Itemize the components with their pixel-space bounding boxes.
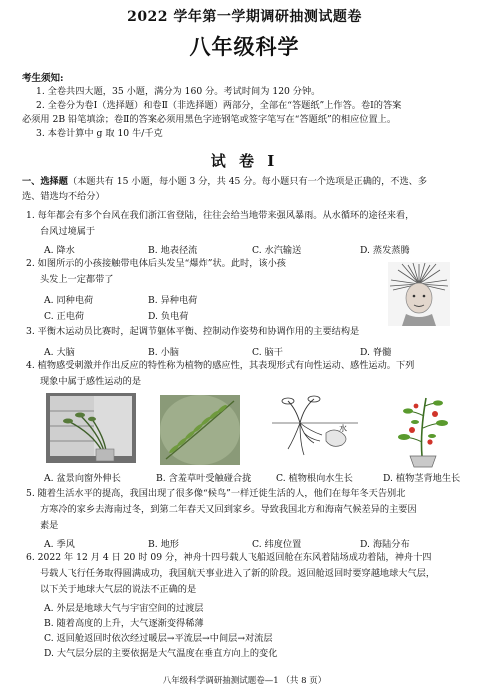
q6-stem: 6. 2022 年 12 月 4 日 20 时 09 分，神舟十四号载人飞船返回舱在东风着陆场成功着陆，神舟十四 — [26, 552, 432, 563]
q6-option-b: B. 随着高度的上升，大气逐渐变得稀薄 — [44, 618, 204, 629]
q6-option-d: D. 大气层分层的主要依据是大气温度在垂直方向上的变化 — [44, 648, 278, 659]
q5-option-c: C. 纬度位置 — [252, 539, 302, 550]
part1-heading-line2: 选、错选均不给分） — [22, 191, 105, 202]
q5-option-b: B. 地形 — [148, 539, 179, 550]
notice-item: 2. 全卷分为卷Ⅰ（选择题）和卷Ⅱ（非选择题）两部分，全部在“答题纸”上作答。卷Ⅰ的答案 — [36, 100, 402, 111]
exam-title: 2022 学年第一学期调研抽测试题卷 — [127, 9, 362, 25]
charged-hair-child-figure — [388, 262, 450, 326]
q6-stem-cont2: 以下关于地球大气层的说法不正确的是 — [40, 584, 197, 595]
q3-option-b: B. 小脑 — [148, 347, 179, 358]
q3-stem: 3. 平衡木运动员比赛时，起调节躯体平衡、控制动作姿势和协调作用的主要结构是 — [26, 326, 360, 337]
part1-heading-bold: 一、选择题 — [22, 176, 68, 187]
notice-item: 3. 本卷计算中 g 取 10 牛/千克 — [36, 128, 163, 139]
q1-stem: 1. 每年都会有多个台风在我们浙江省登陆，往往会给当地带来强风暴雨。从水循环的途径来看， — [26, 210, 415, 221]
q1-option-d: D. 蒸发蒸腾 — [360, 245, 410, 256]
q5-stem-cont2: 素是 — [40, 520, 59, 531]
q4-stem-cont: 现象中属于感性运动的是 — [40, 376, 142, 387]
part1-heading-rest: （本题共有 15 小题，每小题 3 分，共 45 分。每小题只有一个选项是正确的，不选、多 — [67, 176, 428, 187]
q6-option-a: A. 外层是地球大气与宇宙空间的过渡层 — [44, 603, 204, 614]
notice-heading: 考生须知: — [22, 73, 64, 84]
q5-option-d: D. 海陆分布 — [360, 539, 410, 550]
q5-stem-cont: 方寒冷的家乡去海南过冬，到第二年春天又回到家乡。导致我国北方和海南气候差异的主要因 — [40, 504, 417, 515]
q5-stem: 5. 随着生活水平的提高，我国出现了很多像“候鸟”一样迁徙生活的人，他们在每年冬天告别北 — [26, 488, 406, 499]
q1-stem-cont: 台风过境属于 — [40, 226, 96, 237]
q6-option-c: C. 返回舱返回时依次经过暖层→平流层→中间层→对流层 — [44, 633, 273, 644]
part1-heading — [22, 176, 427, 188]
q2-option-c: C. 正电荷 — [44, 311, 85, 322]
q4-option-d: D. 植物茎背地生长 — [383, 473, 461, 484]
q3-option-a: A. 大脑 — [44, 347, 75, 358]
q1-option-c: C. 水汽输送 — [252, 245, 302, 256]
q2-option-b: B. 异种电荷 — [148, 295, 198, 306]
notice-item: 必须用 2B 铅笔填涂；卷Ⅱ的答案必须用黑色字迹钢笔或签字笔写在“答题纸”的相应位置上。 — [22, 114, 397, 125]
q6-stem-cont: 号载人飞行任务取得圆满成功，我国航天事业进入了新的阶段。返回舱返回时要穿越地球大气层， — [40, 568, 436, 579]
exam-subtitle: 八年级科学 — [189, 34, 300, 59]
q4-option-b: B. 含羞草叶受触碰合拢 — [156, 473, 252, 484]
q2-stem-cont: 头发上一定都带了 — [40, 274, 114, 285]
q1-option-a: A. 降水 — [44, 245, 75, 256]
q5-option-a: A. 季风 — [44, 539, 75, 550]
q3-option-d: D. 脊髓 — [360, 347, 392, 358]
notice-item: 1. 全卷共四大题，35 小题，满分为 160 分。考试时间为 120 分钟。 — [36, 86, 321, 97]
q1-option-b: B. 地表径流 — [148, 245, 198, 256]
q2-stem: 2. 如图所示的小孩接触带电体后头发呈“爆炸”状。此时，该小孩 — [26, 258, 286, 269]
q2-option-d: D. 负电荷 — [148, 311, 189, 322]
q2-option-a: A. 同种电荷 — [44, 295, 94, 306]
window-plant-figure — [46, 393, 136, 463]
q4-stem: 4. 植物感受刺激并作出反应的特性称为植物的感应性，其表现形式有向性运动、感性运动。下列 — [26, 360, 415, 371]
q4-option-a: A. 盆景向窗外伸长 — [44, 473, 121, 484]
q3-option-c: C. 脑干 — [252, 347, 283, 358]
mimosa-leaf-figure — [160, 395, 240, 465]
q4-option-c: C. 植物根向水生长 — [276, 473, 353, 484]
section-title: 试 卷 Ⅰ — [210, 152, 279, 170]
page-footer: 八年级科学调研抽测试题卷—1 （共 8 页） — [162, 676, 327, 686]
water-label: 水 — [339, 424, 347, 433]
tomato-plant-figure — [382, 392, 464, 468]
